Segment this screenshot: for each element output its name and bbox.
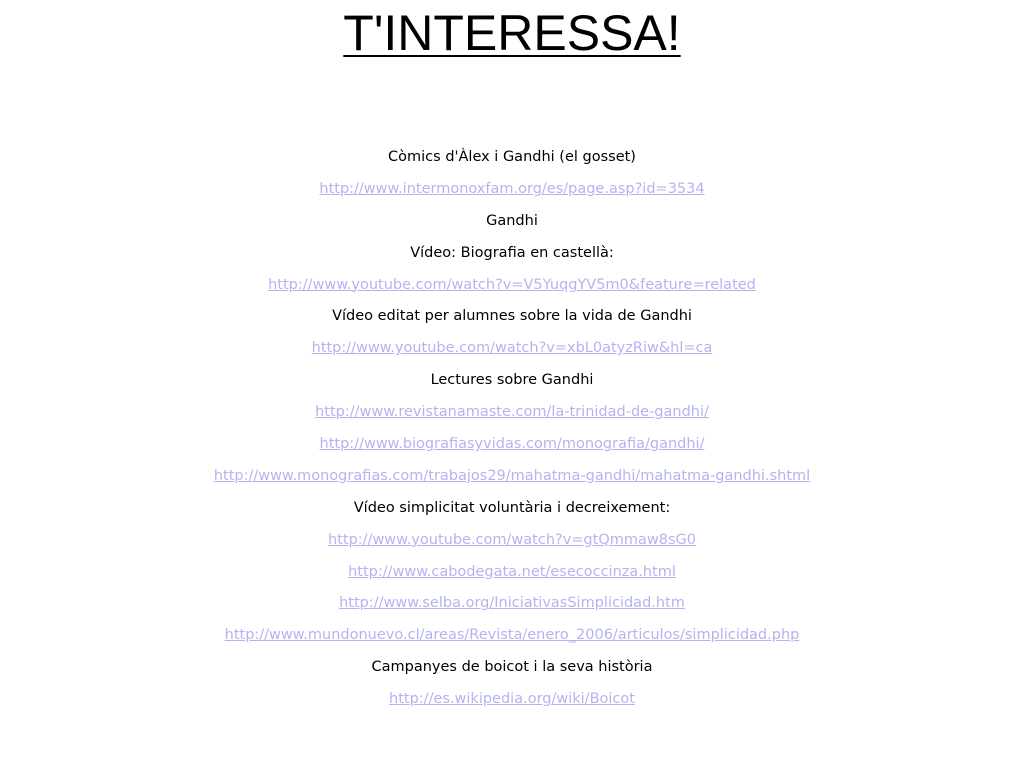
resource-line [0, 270, 1024, 302]
resource-line [0, 493, 1024, 525]
resource-link[interactable]: http://www.selba.org/IniciativasSimplicidad.htm [339, 595, 685, 612]
resource-line [0, 142, 1024, 174]
resource-line [0, 365, 1024, 397]
resource-link[interactable]: http://www.biografiasyvidas.com/monografia/gandhi/ [319, 436, 705, 453]
section-heading: Vídeo editat per alumnes sobre la vida de Gandhi [332, 308, 692, 325]
section-heading: Gandhi [486, 212, 538, 229]
resource-link[interactable]: http://www.revistanamaste.com/la-trinidad-de-gandhi/ [315, 404, 709, 421]
resource-link[interactable]: http://www.mundonuevo.cl/areas/Revista/enero_2006/articulos/simplicidad.php [224, 627, 800, 644]
resource-line [0, 525, 1024, 557]
resource-link[interactable]: http://www.youtube.com/watch?v=V5YuqgYV5m0&feature=related [268, 276, 756, 293]
resource-line [0, 397, 1024, 429]
slide-title-text: T'INTERESSA! [343, 5, 681, 61]
resource-line [0, 652, 1024, 684]
resource-link[interactable]: http://www.monografias.com/trabajos29/mahatma-gandhi/mahatma-gandhi.shtml [213, 467, 811, 484]
resource-line [0, 461, 1024, 493]
resource-list [0, 142, 1024, 716]
resource-line [0, 557, 1024, 589]
resource-line [0, 684, 1024, 716]
resource-line [0, 174, 1024, 206]
resource-line [0, 429, 1024, 461]
resource-line [0, 588, 1024, 620]
resource-line [0, 620, 1024, 652]
section-heading: Còmics d'Àlex i Gandhi (el gosset) [388, 149, 636, 165]
resource-link[interactable]: http://www.cabodegata.net/esecoccinza.html [348, 563, 676, 580]
resource-link[interactable]: http://www.youtube.com/watch?v=gtQmmaw8sG0 [328, 531, 696, 548]
slide-title [0, 2, 1024, 64]
section-heading: Vídeo simplicitat voluntària i decreixement: [353, 499, 671, 516]
resource-line [0, 333, 1024, 365]
resource-link[interactable]: http://www.youtube.com/watch?v=xbL0atyzRiw&hl=ca [311, 340, 713, 357]
resource-line [0, 206, 1024, 238]
resource-line [0, 301, 1024, 333]
section-heading: Lectures sobre Gandhi [430, 372, 594, 389]
resource-link[interactable]: http://www.intermonoxfam.org/es/page.asp?id=3534 [319, 180, 705, 197]
resource-line [0, 238, 1024, 270]
resource-link[interactable]: http://es.wikipedia.org/wiki/Boicot [389, 691, 635, 708]
section-heading: Campanyes de boicot i la seva història [371, 659, 653, 676]
section-heading: Vídeo: Biografia en castellà: [410, 244, 614, 261]
